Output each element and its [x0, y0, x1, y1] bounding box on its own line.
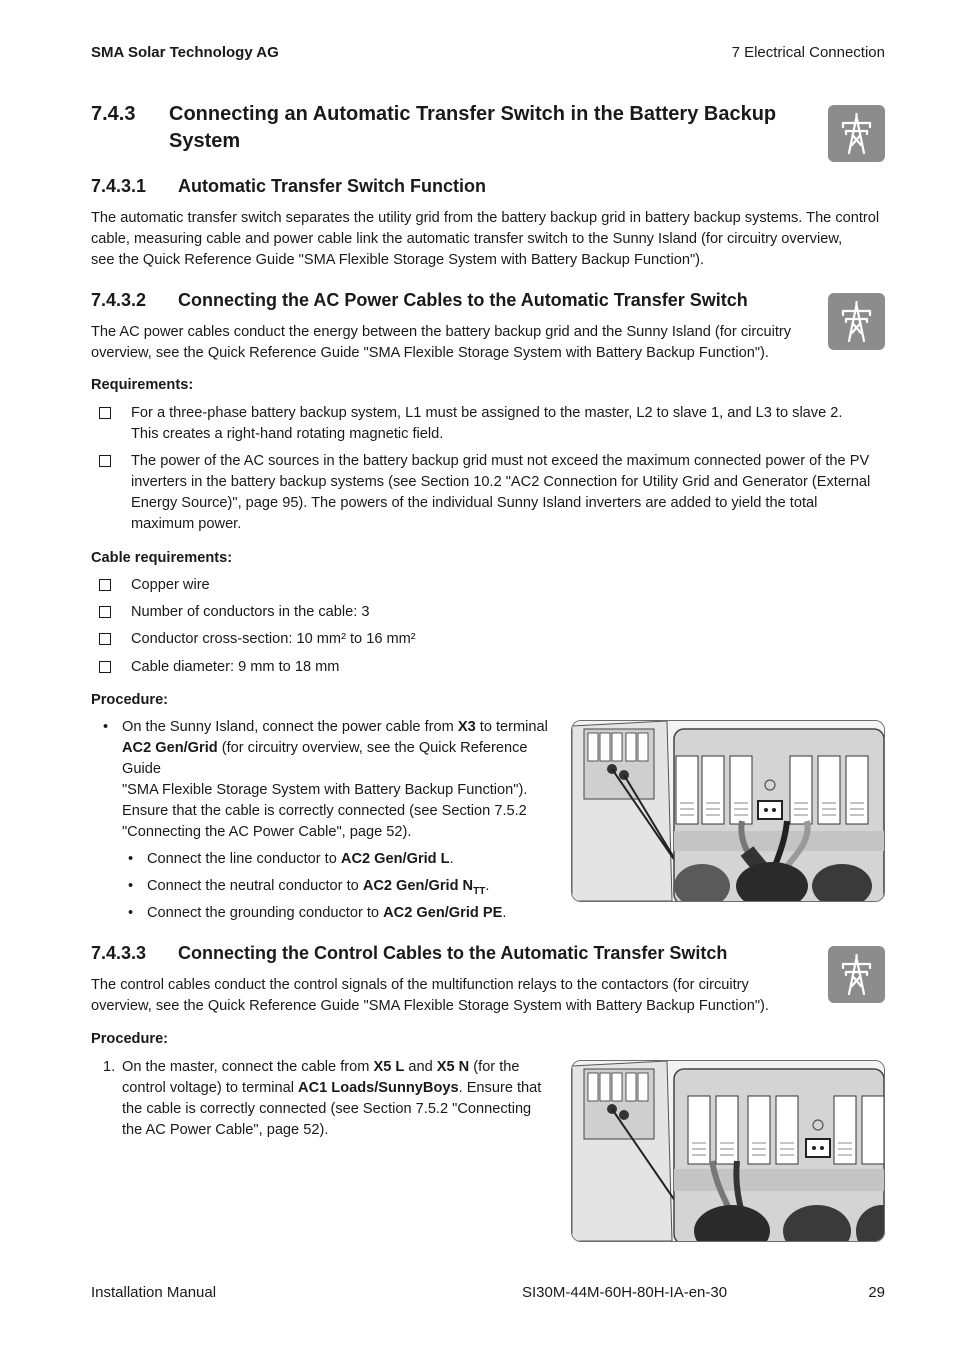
section-title: Connecting the Control Cables to the Automatic Transfer Switch	[178, 943, 728, 963]
section-7-4-3-3-heading	[91, 943, 811, 967]
text-run: .	[502, 905, 507, 921]
procedure-label: Procedure:	[91, 1031, 169, 1047]
text-bold: AC2 Gen/Grid	[122, 740, 218, 756]
text-bold: X5 L	[373, 1059, 405, 1075]
bullet-dot-icon: •	[128, 905, 134, 921]
text-run: Guide	[122, 761, 161, 777]
section-number: 7.4.3.3	[91, 943, 147, 963]
cable-item-text: Conductor cross-section: 10 mm² to 16 mm²	[131, 631, 416, 647]
section-7-4-3-2-body	[91, 322, 821, 364]
checkbox-square-icon	[99, 606, 111, 618]
body-line: The AC power cables conduct the energy between the battery backup grid and the Sunny Island (for circuitry	[91, 324, 792, 340]
section-7-4-3-2-heading	[91, 290, 811, 314]
cable-item-text: Cable diameter: 9 mm to 18 mm	[131, 659, 340, 675]
text-bold: AC1 Loads/SunnyBoys	[298, 1080, 459, 1096]
text-run: (for the	[469, 1059, 520, 1075]
section-7-4-3-1-body	[91, 208, 891, 271]
cable-requirements-label: Cable requirements:	[91, 550, 233, 566]
text-run: Ensure that the cable is correctly connected (see Section 7.5.2	[122, 803, 527, 819]
bullet-dot-icon: •	[103, 719, 109, 735]
body-line: see the Quick Reference Guide "SMA Flexible Storage System with Battery Backup Function").	[91, 252, 705, 268]
text-run: Connect the neutral conductor to	[147, 878, 363, 894]
section-7-4-3-1-heading	[91, 176, 791, 200]
text-run: . Ensure that	[458, 1080, 542, 1096]
body-line: The control cables conduct the control signals of the multifunction relays to the contactors (for circuitry	[91, 977, 749, 993]
control-terminal-illustration	[571, 1060, 885, 1242]
text-run: "Connecting the AC Power Cable", page 52).	[122, 824, 412, 840]
section-title: Automatic Transfer Switch Function	[178, 176, 487, 196]
requirement-line: maximum power.	[131, 516, 242, 532]
requirement-line: inverters in the battery backup systems (see Section 10.2 "AC2 Connection for Utility Grid and Generator (External	[131, 474, 871, 490]
text-run: to terminal	[475, 719, 548, 735]
step-number: 1.	[103, 1059, 116, 1075]
text-run: the cable is correctly connected (see Section 7.5.2 "Connecting	[122, 1101, 532, 1117]
procedure-label: Procedure:	[91, 692, 169, 708]
requirement-line: Energy Source)", page 95). The powers of the individual Sunny Island inverters are added to yield the total	[131, 495, 818, 511]
text-run: (for circuitry overview, see the Quick Reference	[217, 740, 528, 756]
section-number: 7.4.3.1	[91, 176, 147, 196]
bullet-dot-icon: •	[128, 878, 134, 894]
cable-item-text: Number of conductors in the cable: 3	[131, 604, 370, 620]
section-7-4-3-3-body	[91, 975, 821, 1017]
requirement-line: This creates a right-hand rotating magnetic field.	[131, 426, 444, 442]
section-number: 7.4.3.2	[91, 290, 147, 310]
header-company: SMA Solar Technology AG	[91, 44, 279, 61]
text-bold: AC2 Gen/Grid N	[362, 878, 474, 894]
requirement-line: For a three-phase battery backup system, L1 must be assigned to the master, L2 to slave 1, and L3 to slave 2.	[131, 405, 843, 421]
requirement-line: The power of the AC sources in the battery backup grid must not exceed the maximum connected power of the PV	[131, 453, 870, 469]
body-line: The automatic transfer switch separates the utility grid from the battery backup grid in battery backup systems. The control	[91, 210, 880, 226]
power-pylon-icon	[828, 105, 885, 162]
cable-item-text: Copper wire	[131, 577, 210, 593]
footer-doc-code: SI30M-44M-60H-80H-IA-en-30	[522, 1284, 728, 1301]
text-run: On the Sunny Island, connect the power cable from	[122, 719, 458, 735]
text-run: Connect the grounding conductor to	[147, 905, 384, 921]
text-run: On the master, connect the cable from	[122, 1059, 374, 1075]
section-title: Connecting an Automatic Transfer Switch in the Battery Backup System	[169, 103, 777, 152]
checkbox-square-icon	[99, 579, 111, 591]
requirements-label: Requirements:	[91, 377, 194, 393]
text-bold: X5 N	[436, 1059, 470, 1075]
checkbox-square-icon	[99, 455, 111, 467]
text-bold: AC2 Gen/Grid PE	[383, 905, 503, 921]
text-run: .	[449, 851, 454, 867]
checkbox-square-icon	[99, 407, 111, 419]
text-bold: X3	[457, 719, 476, 735]
text-subscript: TT	[473, 885, 486, 897]
text-run: the AC Power Cable", page 52).	[122, 1122, 329, 1138]
text-run: "SMA Flexible Storage System with Battery Backup Function").	[122, 782, 528, 798]
text-run: Connect the line conductor to	[147, 851, 341, 867]
checkbox-square-icon	[99, 661, 111, 673]
ac-terminal-illustration	[571, 720, 885, 902]
section-7-4-3-heading	[91, 101, 811, 157]
footer-doc-title: Installation Manual	[91, 1284, 217, 1301]
body-line: overview, see the Quick Reference Guide "SMA Flexible Storage System with Battery Backup Function").	[91, 345, 769, 361]
text-run: and	[404, 1059, 437, 1075]
header-chapter: 7 Electrical Connection	[731, 44, 885, 61]
text-run: control voltage) to terminal	[122, 1080, 299, 1096]
section-number: 7.4.3	[91, 103, 136, 125]
power-pylon-icon	[828, 946, 885, 1003]
checkbox-square-icon	[99, 633, 111, 645]
footer-page-number: 29	[868, 1284, 885, 1301]
body-line: overview, see the Quick Reference Guide "SMA Flexible Storage System with Battery Backup Function").	[91, 998, 769, 1014]
text-bold: AC2 Gen/Grid L	[340, 851, 450, 867]
text-run: .	[485, 878, 490, 894]
power-pylon-icon	[828, 293, 885, 350]
body-line: cable, measuring cable and power cable link the automatic transfer switch to the Sunny Island (for circuitry overview,	[91, 231, 843, 247]
section-title: Connecting the AC Power Cables to the Automatic Transfer Switch	[178, 290, 748, 310]
bullet-dot-icon: •	[128, 851, 134, 867]
